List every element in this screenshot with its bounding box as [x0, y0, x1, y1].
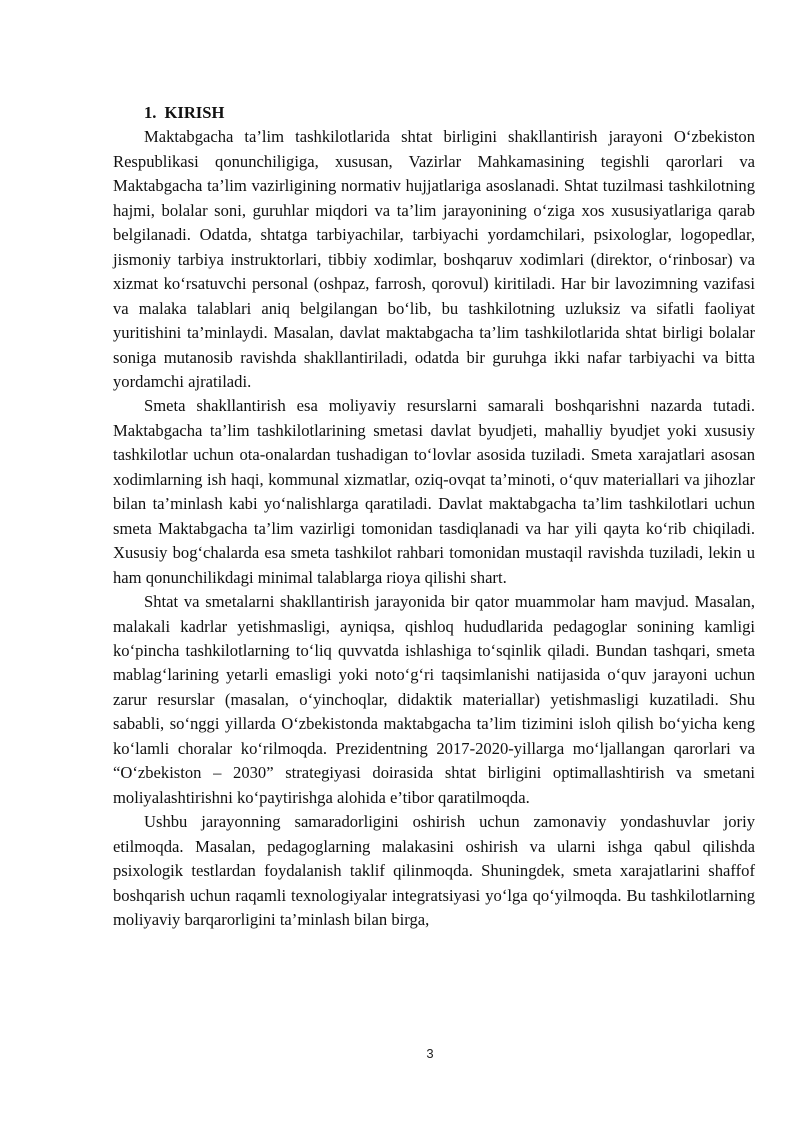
section-heading [113, 101, 755, 125]
paragraph-3: Shtat va smetalarni shakllantirish jarayonida bir qator muammolar ham mavjud. Masalan, malakali kadrlar yetishmasligi, ayniqsa, qishloq hududlarida pedagoglar sonining kamligi ko‘pincha tashkilotlarning to‘liq quvvatda ishlashiga to‘sqinlik qiladi. Bundan tashqari, smeta mablag‘larining yetarli emasligi yoki noto‘g‘ri taqsimlanishi natijasida o‘quv jarayoni uchun zarur resurslar (masalan, o‘yinchoqlar, didaktik materiallar) yetishmasligi kuzatiladi. Shu sababli, so‘nggi yillarda O‘zbekistonda maktabgacha ta’lim tizimini isloh qilish bo‘yicha keng ko‘lamli choralar ko‘rilmoqda. Prezidentning 2017-2020-yillarga mo‘ljallangan qarorlari va “O‘zbekiston – 2030” strategiyasi doirasida shtat birligini optimallashtirish va smetani moliyalashtirishni ko‘paytirishga alohida e’tibor qaratilmoqda. [113, 592, 755, 807]
section-number: 1. [144, 103, 157, 122]
section-title: KIRISH [164, 103, 225, 122]
paragraph-4: Ushbu jarayonning samaradorligini oshirish uchun zamonaviy yondashuvlar joriy etilmoqda. Masalan, pedagoglarning malakasini oshirish va ularni ishga qabul qilishda psixologik testlardan foydalanish taklif qilinmoqda. Shuningdek, smeta xarajatlarini shaffof boshqarish uchun raqamli texnologiyalar integratsiyasi yo‘lga qo‘yilmoqda. Bu tashkilotlarning moliyaviy barqarorligini ta’minlash bilan birga, [113, 812, 755, 929]
page-content [113, 101, 755, 932]
paragraph-2: Smeta shakllantirish esa moliyaviy resurslarni samarali boshqarishni nazarda tutadi. Maktabgacha ta’lim tashkilotlarining smetasi davlat byudjeti, mahalliy byudjet yoki xususiy tashkilotlar uchun ota-onalardan tushadigan to‘lovlar asosida tuziladi. Smeta xarajatlari asosan xodimlarning ish haqi, kommunal xizmatlar, oziq-ovqat ta’minoti, o‘quv materiallari va jihozlar bilan ta’minlash kabi yo‘nalishlarga qaratiladi. Davlat maktabgacha ta’lim tashkilotlari uchun smeta Maktabgacha ta’lim vazirligi tomonidan tasdiqlanadi va har yili qayta ko‘rib chiqiladi. Xususiy bog‘chalarda esa smeta tashkilot rahbari tomonidan mustaqil ravishda tuziladi, lekin u ham qonunchilikdagi minimal talablarga rioya qilishi shart. [113, 396, 755, 587]
page-number: 3 [426, 1046, 434, 1061]
paragraph-1: Maktabgacha ta’lim tashkilotlarida shtat birligini shakllantirish jarayoni O‘zbekiston Respublikasi qonunchiligiga, xususan, Vazirlar Mahkamasining tegishli qarorlari va Maktabgacha ta’lim vazirligining normativ hujjatlariga asoslanadi. Shtat tuzilmasi tashkilotning hajmi, bolalar soni, guruhlar miqdori va ta’lim jarayonining o‘ziga xos xususiyatlariga qarab belgilanadi. Odatda, shtatga tarbiyachilar, tarbiyachi yordamchilari, psixologlar, logopedlar, jismoniy tarbiya instruktorlari, tibbiy xodimlar, boshqaruv xodimlari (direktor, o‘rinbosar) va xizmat ko‘rsatuvchi personal (oshpaz, farrosh, qorovul) kiritiladi. Har bir lavozimning vazifasi va malaka talablari aniq belgilangan bo‘lib, bu tashkilotning uzluksiz va sifatli faoliyat yuritishini ta’minlaydi. Masalan, davlat maktabgacha ta’lim tashkilotlarida shtat birligi bolalar soniga mutanosib ravishda shakllantiriladi, odatda bir guruhga ikki nafar tarbiyachi va bitta yordamchi ajratiladi. [113, 127, 755, 391]
